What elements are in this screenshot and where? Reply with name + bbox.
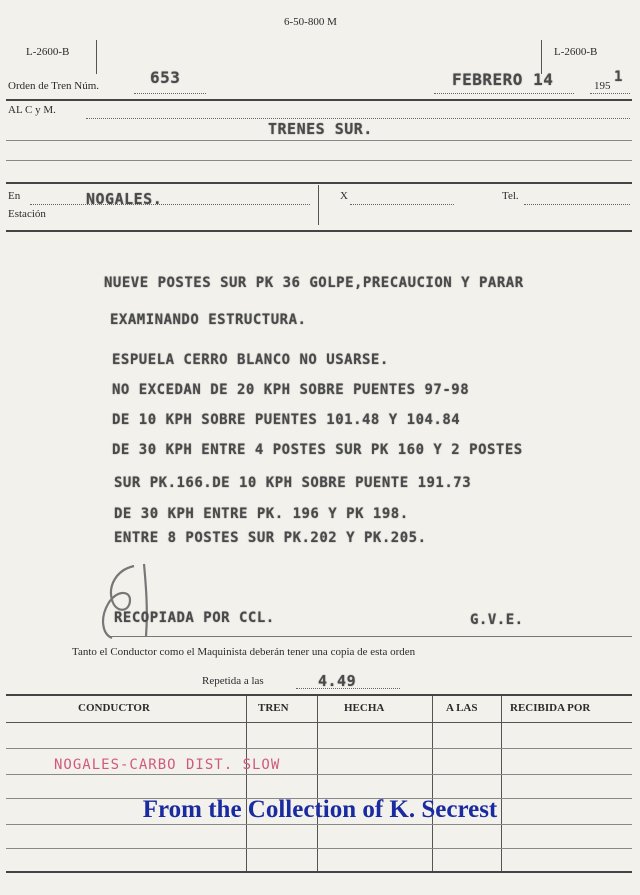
order-line-9: ENTRE 8 POSTES SUR PK.202 Y PK.205. <box>114 530 427 546</box>
address-value: TRENES SUR. <box>268 120 373 138</box>
table-note-stamp: NOGALES-CARBO DIST. SLOW <box>54 757 281 773</box>
order-line-8: DE 30 KPH ENTRE PK. 196 Y PK 198. <box>114 506 409 522</box>
print-code: 6-50-800 M <box>284 16 337 28</box>
col-header-recibida-por: RECIBIDA POR <box>510 702 591 714</box>
rule <box>6 160 632 161</box>
order-line-1: NUEVE POSTES SUR PK 36 GOLPE,PRECAUCION Y PARAR <box>104 275 524 291</box>
handwritten-mark <box>86 556 176 646</box>
initials-text: G.V.E. <box>470 612 524 628</box>
date-underline <box>434 93 574 94</box>
order-line-6: DE 30 KPH ENTRE 4 POSTES SUR PK 160 Y 2 POSTES <box>112 442 523 458</box>
col-header-tren: TREN <box>258 702 289 714</box>
col-divider <box>317 696 318 872</box>
x-underline <box>350 204 454 205</box>
col-header-hecha: HECHA <box>344 702 385 714</box>
footer-note: Tanto el Conductor como el Maquinista deberán tener una copia de esta orden <box>72 646 416 658</box>
year-prefix: 195 <box>594 80 611 92</box>
table-row-rule <box>6 848 632 849</box>
order-line-7: SUR PK.166.DE 10 KPH SOBRE PUENTE 191.73 <box>114 475 472 491</box>
rule <box>6 99 632 101</box>
rule <box>6 230 632 232</box>
x-label: X <box>340 190 348 202</box>
form-code-left: L-2600-B <box>26 46 70 58</box>
col-header-conductor: CONDUCTOR <box>78 702 150 714</box>
en-label: En <box>8 190 21 202</box>
col-divider <box>501 696 502 872</box>
divider <box>541 40 542 74</box>
repetida-label: Repetida a las <box>202 675 264 687</box>
tel-label: Tel. <box>502 190 519 202</box>
orden-underline <box>134 93 206 94</box>
col-divider <box>432 696 433 872</box>
table-top-rule <box>6 694 632 696</box>
table-row-rule <box>6 824 632 825</box>
form-code-right: L-2600-B <box>554 46 598 58</box>
table-row-rule <box>6 748 632 749</box>
divider <box>318 185 319 225</box>
address-label: AL C y M. <box>8 104 56 116</box>
order-line-3: ESPUELA CERRO BLANCO NO USARSE. <box>112 352 389 368</box>
collection-watermark: From the Collection of K. Secrest <box>142 796 498 823</box>
rule <box>6 182 632 184</box>
repetida-value: 4.49 <box>318 672 357 690</box>
address-underline <box>86 118 630 119</box>
order-line-2: EXAMINANDO ESTRUCTURA. <box>110 312 307 328</box>
divider <box>96 40 97 74</box>
orden-number: 653 <box>150 68 181 87</box>
table-bottom-rule <box>6 871 632 873</box>
col-header-a-las: A LAS <box>446 702 478 714</box>
order-line-5: DE 10 KPH SOBRE PUENTES 101.48 Y 104.84 <box>112 412 461 428</box>
table-header-rule <box>6 722 632 723</box>
station-value: NOGALES. <box>86 190 163 208</box>
year-digit: 1 <box>614 69 623 85</box>
rule <box>6 140 632 141</box>
tel-underline <box>524 204 630 205</box>
table-row-rule <box>6 774 632 775</box>
rule <box>110 636 632 637</box>
col-divider <box>246 696 247 872</box>
order-date: FEBRERO 14 <box>452 70 554 89</box>
orden-label: Orden de Tren Núm. <box>8 80 100 92</box>
station-underline <box>30 204 310 205</box>
estacion-label: Estación <box>8 208 46 220</box>
order-line-4: NO EXCEDAN DE 20 KPH SOBRE PUENTES 97-98 <box>112 382 470 398</box>
recopiada-text: RECOPIADA POR CCL. <box>114 610 275 626</box>
year-underline <box>590 93 630 94</box>
